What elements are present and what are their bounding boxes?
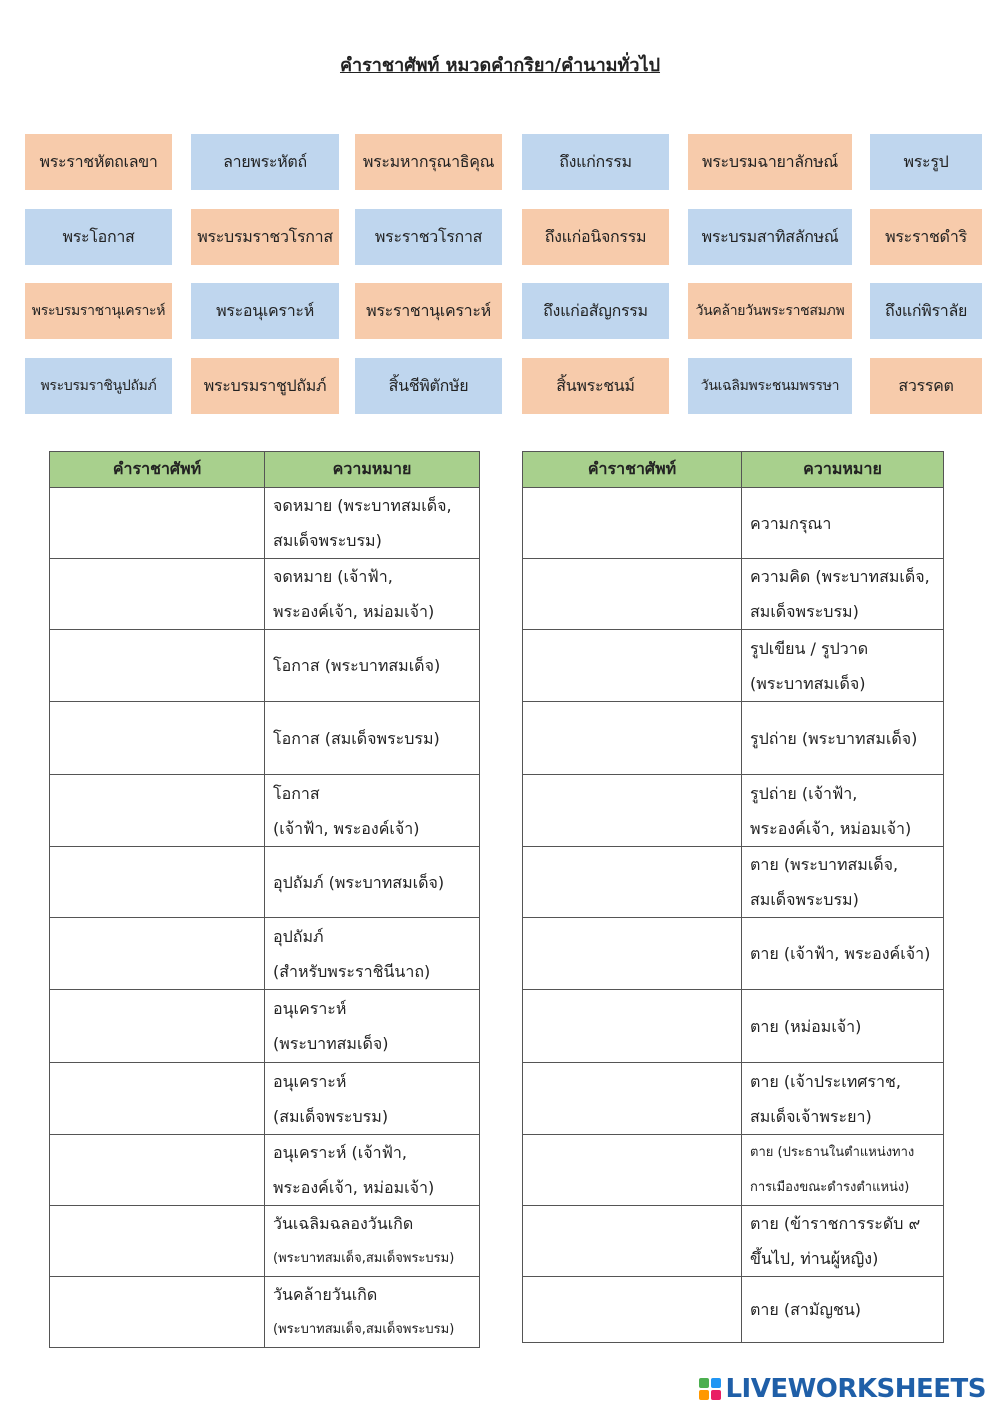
meaning-text: (เจ้าฟ้า, พระองค์เจ้า): [273, 818, 420, 838]
answer-drop-cell[interactable]: [50, 630, 265, 702]
meaning-text: รูปเขียน / รูปวาด: [750, 638, 869, 658]
answer-drop-cell[interactable]: [523, 488, 742, 559]
meaning-text: พระองค์เจ้า, หม่อมเจ้า): [273, 1178, 435, 1197]
column-header-meaning: ความหมาย: [742, 452, 944, 488]
word-tile[interactable]: พระราชานุเคราะห์: [355, 283, 502, 339]
meaning-cell: [742, 559, 944, 630]
meaning-cell: [265, 1277, 480, 1348]
page-title: คำราชาศัพท์ หมวดคำกริยา/คำนามทั่วไป: [339, 55, 661, 76]
table-row: [50, 1206, 480, 1277]
meaning-text: จดหมาย (เจ้าฟ้า,: [273, 567, 393, 586]
meaning-cell: [742, 1277, 944, 1343]
answer-drop-cell[interactable]: [50, 702, 265, 775]
column-header-meaning: ความหมาย: [265, 452, 480, 488]
meaning-text: สมเด็จพระบรม): [750, 602, 859, 621]
word-tile[interactable]: ถึงแก่อสัญกรรม: [522, 283, 669, 339]
word-tile[interactable]: วันคล้ายวันพระราชสมภพ: [688, 283, 852, 339]
word-tile[interactable]: พระราชวโรกาส: [355, 209, 502, 265]
word-tile[interactable]: พระบรมสาทิสลักษณ์: [688, 209, 852, 265]
brand-name: LIVEWORKSHEETS: [725, 1374, 986, 1404]
meaning-text: ตาย (หม่อมเจ้า): [750, 1016, 862, 1036]
answer-drop-cell[interactable]: [50, 847, 265, 918]
meaning-text: (สมเด็จพระบรม): [273, 1106, 389, 1126]
answer-drop-cell[interactable]: [50, 918, 265, 990]
answer-drop-cell[interactable]: [50, 1277, 265, 1348]
word-tile[interactable]: พระบรมราชินูปถัมภ์: [25, 358, 172, 414]
meaning-text: การเมืองขณะดำรงตำแหน่ง): [750, 1180, 910, 1195]
answer-drop-cell[interactable]: [50, 990, 265, 1063]
answer-drop-cell[interactable]: [50, 488, 265, 559]
table-row: [50, 559, 480, 630]
table-row: [523, 775, 944, 847]
meaning-text: ขึ้นไป, ท่านผู้หญิง): [750, 1249, 879, 1268]
word-tile[interactable]: สิ้นพระชนม์: [522, 358, 669, 414]
meaning-cell: [742, 1206, 944, 1277]
word-tile[interactable]: ถึงแก่อนิจกรรม: [522, 209, 669, 265]
meaning-text: วันเฉลิมฉลองวันเกิด: [273, 1214, 414, 1233]
word-tile[interactable]: พระบรมราชวโรกาส: [191, 209, 339, 265]
table-row: [523, 1063, 944, 1135]
word-tile[interactable]: พระราชดำริ: [870, 209, 982, 265]
table-row: [50, 775, 480, 847]
meaning-text: วันคล้ายวันเกิด: [273, 1285, 378, 1304]
word-tile[interactable]: พระโอกาส: [25, 209, 172, 265]
meaning-cell: [265, 559, 480, 630]
word-tile[interactable]: พระอนุเคราะห์: [191, 283, 339, 339]
meaning-text: ตาย (ข้าราชการระดับ ๙: [750, 1214, 921, 1233]
meaning-cell: [265, 1206, 480, 1277]
meaning-cell: [742, 847, 944, 918]
table-row: [50, 990, 480, 1063]
word-tile[interactable]: ลายพระหัตถ์: [191, 134, 339, 190]
meaning-text: อนุเคราะห์: [273, 999, 347, 1018]
answer-drop-cell[interactable]: [523, 1063, 742, 1135]
meaning-cell: [265, 1135, 480, 1206]
word-tile[interactable]: พระมหากรุณาธิคุณ: [355, 134, 502, 190]
word-tile[interactable]: พระบรมฉายาลักษณ์: [688, 134, 852, 190]
meaning-cell: [265, 775, 480, 847]
answer-drop-cell[interactable]: [523, 918, 742, 990]
table-row: [523, 990, 944, 1063]
meaning-text: พระองค์เจ้า, หม่อมเจ้า): [750, 818, 912, 838]
meaning-text: ตาย (เจ้าประเทศราช,: [750, 1071, 901, 1091]
meaning-text: โอกาส (พระบาทสมเด็จ): [273, 656, 441, 675]
answer-drop-cell[interactable]: [523, 1206, 742, 1277]
table-row: [50, 702, 480, 775]
word-tile[interactable]: สิ้นชีพิตักษัย: [355, 358, 502, 414]
meaning-text: อุปถัมภ์ (พระบาทสมเด็จ): [273, 872, 445, 892]
meaning-cell: [265, 488, 480, 559]
meaning-cell: [742, 630, 944, 702]
meaning-text: อนุเคราะห์ (เจ้าฟ้า,: [273, 1143, 407, 1162]
meaning-cell: [742, 1135, 944, 1206]
answer-drop-cell[interactable]: [523, 559, 742, 630]
meaning-text: พระองค์เจ้า, หม่อมเจ้า): [273, 602, 435, 621]
liveworksheets-logo: [699, 1374, 986, 1404]
meaning-cell: [742, 775, 944, 847]
meaning-text: สมเด็จพระบรม): [273, 531, 382, 550]
word-tile[interactable]: ถึงแก่พิราลัย: [870, 283, 982, 339]
meaning-cell: [742, 990, 944, 1063]
meaning-text: สมเด็จพระบรม): [750, 890, 859, 909]
table-row: [523, 630, 944, 702]
meaning-text: ตาย (เจ้าฟ้า, พระองค์เจ้า): [750, 944, 931, 963]
table-row: [50, 918, 480, 990]
table-row: [523, 1135, 944, 1206]
table-row: [523, 559, 944, 630]
table-row: [50, 1063, 480, 1135]
meaning-text: โอกาส: [273, 783, 320, 803]
answer-drop-cell[interactable]: [50, 1063, 265, 1135]
word-tile[interactable]: พระรูป: [870, 134, 982, 190]
meaning-cell: [265, 702, 480, 775]
answer-drop-cell[interactable]: [523, 847, 742, 918]
table-row: [50, 488, 480, 559]
table-row: [50, 847, 480, 918]
answer-drop-cell[interactable]: [523, 630, 742, 702]
word-tile[interactable]: พระบรมราชานุเคราะห์: [25, 283, 172, 339]
right-answer-table: [522, 451, 944, 1343]
meaning-text: (พระบาทสมเด็จ): [273, 1034, 389, 1053]
meaning-text: (พระบาทสมเด็จ,สมเด็จพระบรม): [273, 1251, 455, 1266]
table-row: [523, 702, 944, 775]
table-row: [50, 1135, 480, 1206]
answer-drop-cell[interactable]: [523, 702, 742, 775]
word-tile[interactable]: สวรรคต: [870, 358, 982, 414]
meaning-cell: [265, 847, 480, 918]
meaning-text: รูปถ่าย (เจ้าฟ้า,: [750, 783, 858, 803]
meaning-text: จดหมาย (พระบาทสมเด็จ,: [273, 496, 452, 515]
meaning-text: ตาย (ประธานในตำแหน่งทาง: [750, 1145, 915, 1160]
meaning-text: อุปถัมภ์: [273, 926, 324, 946]
answer-drop-cell[interactable]: [523, 775, 742, 847]
table-row: [523, 488, 944, 559]
meaning-cell: [265, 990, 480, 1063]
table-row: [50, 1277, 480, 1348]
answer-drop-cell[interactable]: [50, 1135, 265, 1206]
table-row: [523, 918, 944, 990]
column-header-word: คำราชาศัพท์: [50, 452, 265, 488]
meaning-text: ความกรุณา: [750, 513, 832, 533]
word-tile[interactable]: พระราชหัตถเลขา: [25, 134, 172, 190]
meaning-text: (พระบาทสมเด็จ): [750, 673, 866, 693]
answer-drop-cell[interactable]: [50, 775, 265, 847]
meaning-text: ความคิด (พระบาทสมเด็จ,: [750, 567, 930, 586]
word-tile[interactable]: วันเฉลิมพระชนมพรรษา: [688, 358, 852, 414]
meaning-text: โอกาส (สมเด็จพระบรม): [273, 728, 440, 748]
meaning-text: (พระบาทสมเด็จ,สมเด็จพระบรม): [273, 1322, 455, 1337]
meaning-cell: [742, 702, 944, 775]
answer-drop-cell[interactable]: [50, 1206, 265, 1277]
table-row: [523, 847, 944, 918]
meaning-text: ตาย (พระบาทสมเด็จ,: [750, 855, 899, 874]
meaning-text: รูปถ่าย (พระบาทสมเด็จ): [750, 728, 918, 748]
table-row: [50, 630, 480, 702]
left-answer-table: [49, 451, 480, 1348]
word-tile[interactable]: พระบรมราชูปถัมภ์: [191, 358, 339, 414]
column-header-word: คำราชาศัพท์: [523, 452, 742, 488]
meaning-text: ตาย (สามัญชน): [750, 1300, 862, 1319]
answer-drop-cell[interactable]: [523, 1135, 742, 1206]
answer-drop-cell[interactable]: [523, 1277, 742, 1343]
meaning-cell: [265, 918, 480, 990]
meaning-cell: [265, 630, 480, 702]
table-row: [523, 1206, 944, 1277]
meaning-text: สมเด็จเจ้าพระยา): [750, 1106, 872, 1126]
meaning-cell: [742, 488, 944, 559]
table-row: [523, 1277, 944, 1343]
meaning-text: (สำหรับพระราชินีนาถ): [273, 961, 431, 981]
answer-drop-cell[interactable]: [50, 559, 265, 630]
answer-drop-cell[interactable]: [523, 990, 742, 1063]
meaning-text: อนุเคราะห์: [273, 1071, 347, 1091]
meaning-cell: [742, 918, 944, 990]
meaning-cell: [742, 1063, 944, 1135]
liveworksheets-icon: [699, 1378, 721, 1400]
meaning-cell: [265, 1063, 480, 1135]
word-tile[interactable]: ถึงแก่กรรม: [522, 134, 669, 190]
